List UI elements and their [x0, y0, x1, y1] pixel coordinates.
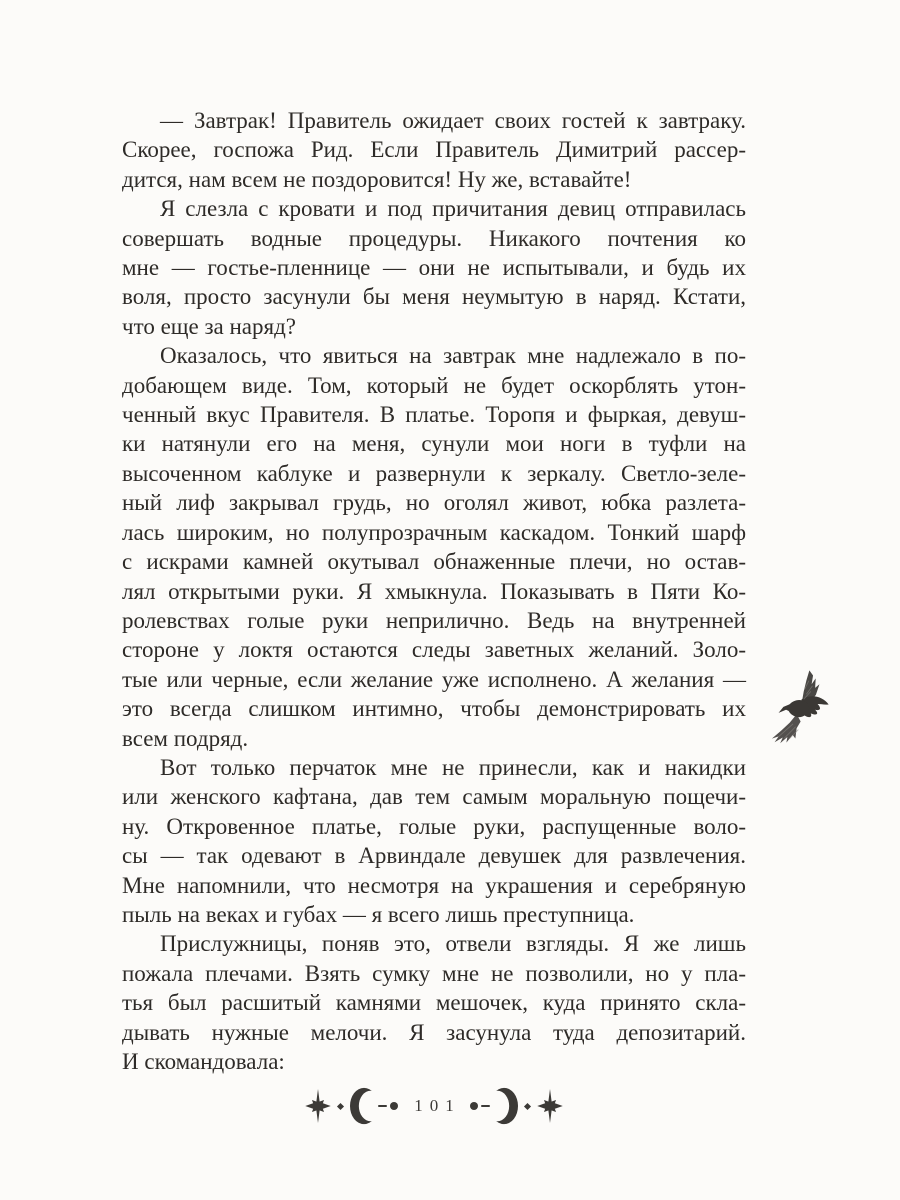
text-line: добающем виде. Том, который не будет оскорблять утон-	[122, 372, 746, 398]
text-line: Оказалось, что явиться на завтрак мне надлежало в по-	[160, 343, 746, 369]
text-line: ролевствах голые руки неприлично. Ведь на внутренней	[122, 607, 746, 633]
text-line: Я слезла с кровати и под причитания девиц отправилась	[160, 196, 746, 222]
page-footer	[122, 1082, 746, 1130]
paragraph	[122, 341, 746, 753]
text-line: Прислужницы, поняв это, отвели взгляды. Я же лишь	[160, 931, 746, 957]
text-line: ну. Откровенное платье, голые руки, распущенные воло-	[122, 813, 746, 839]
diamond-dot-ornament	[524, 1102, 531, 1109]
text-line: или женского кафтана, дав тем самым моральную пощечи-	[122, 784, 746, 810]
text-line: лял открытыми руки. Я хмыкнула. Показывать в Пяти Ко-	[122, 578, 746, 604]
text-line: что еще за наряд?	[122, 313, 296, 339]
text-line: пожала плечами. Взять сумку мне не позволили, но у пла-	[122, 960, 746, 986]
paragraph	[122, 753, 746, 929]
paragraph	[122, 194, 746, 341]
text-line: воля, просто засунули бы меня неумытую в наряд. Кстати,	[122, 284, 746, 310]
text-line: всем подряд.	[122, 725, 249, 751]
text-line: сы — так одевают в Арвиндале девушек для развлечения.	[122, 843, 746, 869]
text-line: пыль на веках и губах — я всего лишь преступница.	[122, 901, 635, 927]
page-number: 101	[414, 1096, 461, 1115]
text-line: лась широким, но полупрозрачным каскадом. Тонкий шарф	[122, 519, 746, 545]
dash-ornament	[378, 1105, 387, 1107]
dash-ornament	[481, 1105, 490, 1107]
text-line: ки натянули его на меня, сунули мои ноги в туфли на	[122, 431, 746, 457]
page-text	[122, 106, 746, 1076]
text-line: с искрами камней окутывал обнаженные плечи, но остав-	[122, 549, 746, 575]
text-line: Скорее, госпожа Рид. Если Правитель Димитрий рассер-	[122, 137, 746, 163]
diamond-dot-ornament	[337, 1102, 344, 1109]
star-ornament-right	[537, 1089, 563, 1123]
text-line: ченный вкус Правителя. В платье. Торопя и фыркая, девуш-	[122, 402, 746, 428]
text-line: мне — гостье-пленнице — они не испытывали, и будь их	[122, 255, 746, 281]
dot-ornament	[470, 1102, 478, 1110]
flying-bird-illustration	[756, 662, 842, 750]
crescent-moon-right	[490, 1085, 518, 1127]
crescent-moon-left	[350, 1085, 378, 1127]
text-line: дывать нужные мелочи. Я засунула туда депозитарий.	[122, 1019, 746, 1045]
text-line: совершать водные процедуры. Никакого почтения ко	[122, 225, 746, 251]
text-line: Мне напомнили, что несмотря на украшения и серебряную	[122, 872, 746, 898]
text-line: тья был расшитый камнями мешочек, куда принято скла-	[122, 990, 746, 1016]
text-line: высоченном каблуке и развернули к зеркалу. Светло-зеле-	[122, 460, 746, 486]
dot-ornament	[390, 1102, 398, 1110]
paragraph	[122, 106, 746, 194]
text-line: И скомандовала:	[122, 1049, 285, 1074]
text-line: дится, нам всем не поздоровится! Ну же, вставайте!	[122, 166, 632, 192]
text-line: Вот только перчаток мне не принесли, как и накидки	[160, 754, 746, 780]
text-line: тые или черные, если желание уже исполнено. А желания —	[122, 666, 746, 692]
text-line: — Завтрак! Правитель ожидает своих гостей к завтраку.	[160, 108, 746, 133]
paragraph	[122, 929, 746, 1076]
text-line: ный лиф закрывал грудь, но оголял живот, юбка разлета-	[122, 490, 746, 516]
star-ornament-left	[305, 1089, 331, 1123]
text-line: это всегда слишком интимно, чтобы демонстрировать их	[122, 696, 746, 722]
text-line: стороне у локтя остаются следы заветных желаний. Золо-	[122, 637, 746, 663]
